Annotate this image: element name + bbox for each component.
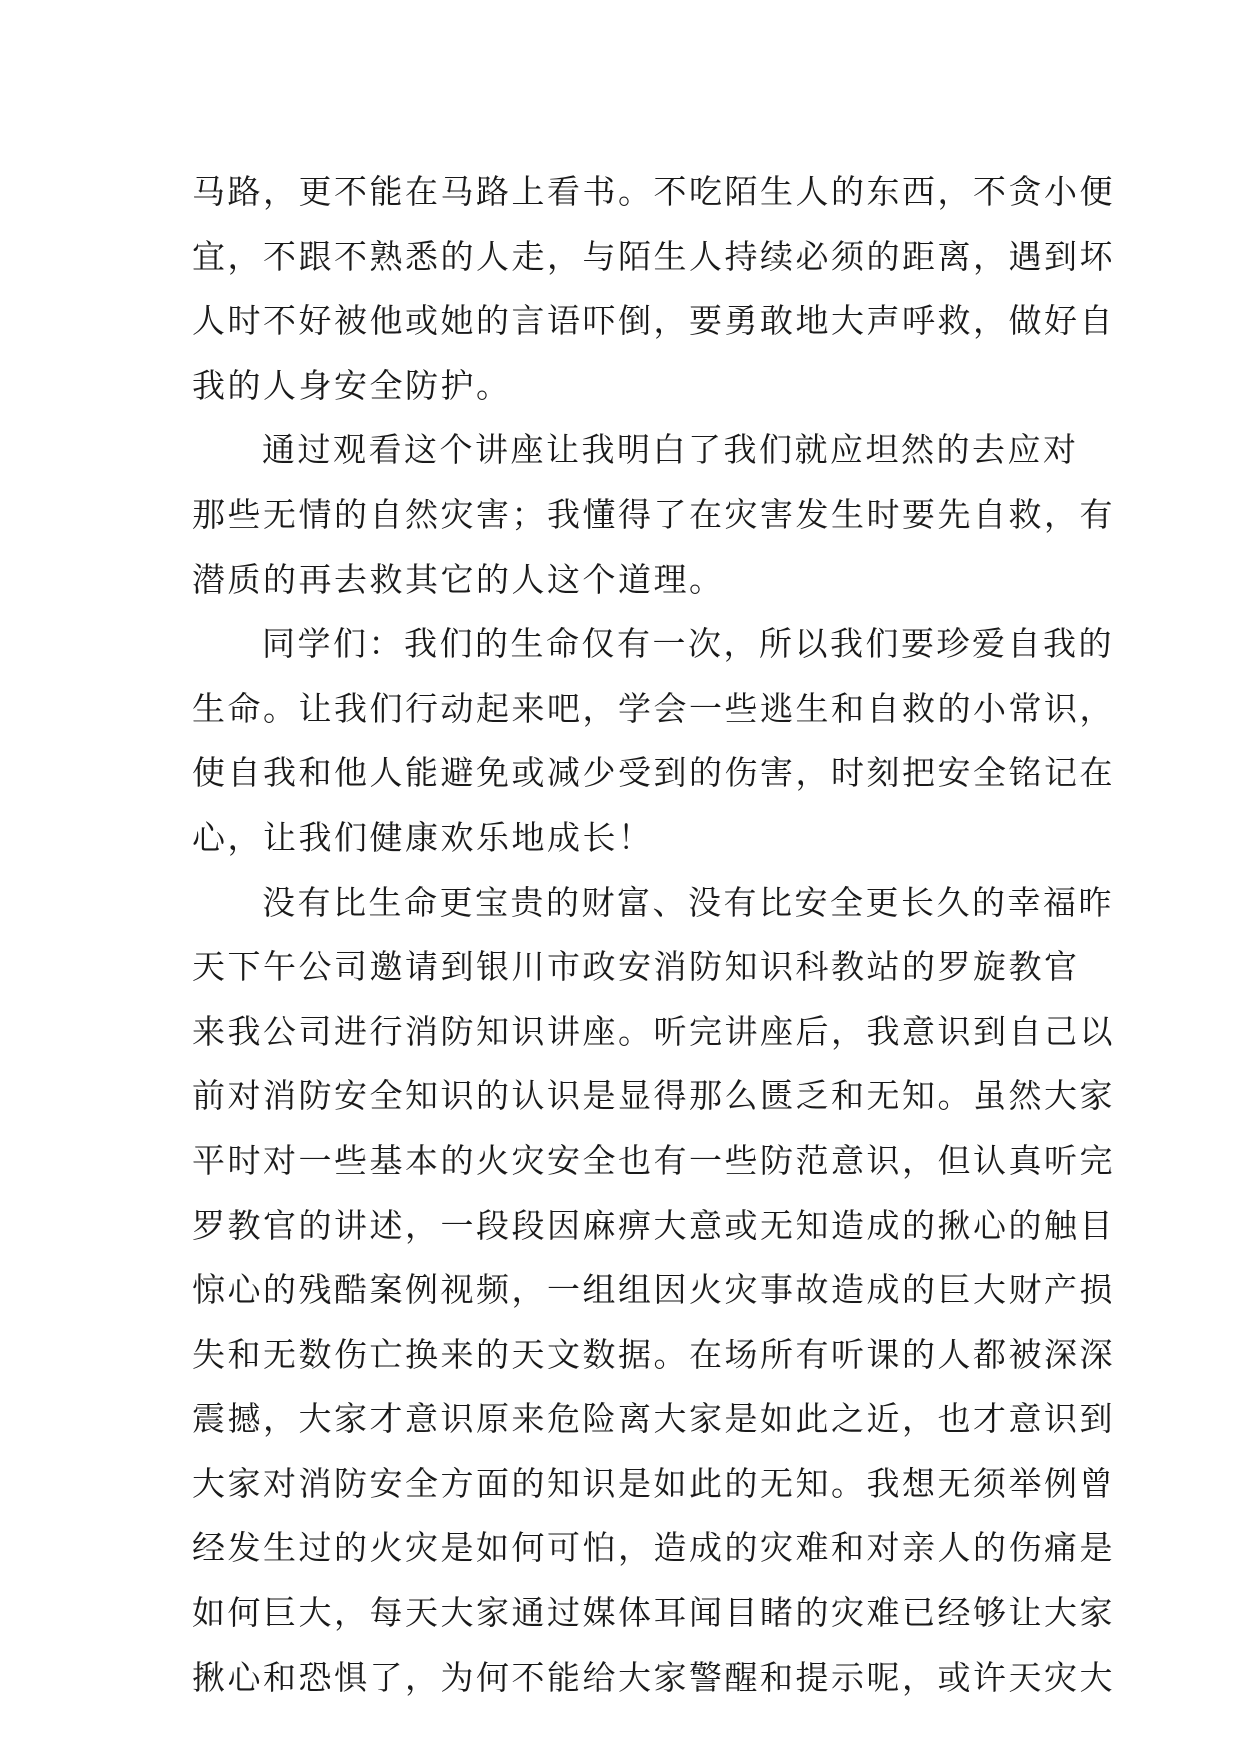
text-line: 我的人身安全防护。 — [192, 365, 512, 405]
text-line: 大家对消防安全方面的知识是如此的无知。我想无须举例曾 — [192, 1463, 1115, 1503]
text-line: 天下午公司邀请到银川市政安消防知识科教站的罗旋教官 — [192, 947, 1080, 987]
text-line: 潜质的再去救其它的人这个道理。 — [192, 559, 725, 599]
text-line: 经发生过的火灾是如何可怕，造成的灾难和对亲人的伤痛是 — [192, 1528, 1115, 1568]
text-line: 人时不好被他或她的言语吓倒，要勇敢地大声呼救，做好自 — [192, 301, 1115, 341]
text-line: 通过观看这个讲座让我明白了我们就应坦然的去应对 — [262, 430, 1079, 470]
text-line: 前对消防安全知识的认识是显得那么匮乏和无知。虽然大家 — [192, 1076, 1115, 1116]
text-line: 没有比生命更宝贵的财富、没有比安全更长久的幸福昨 — [262, 882, 1114, 922]
text-line: 生命。让我们行动起来吧，学会一些逃生和自救的小常识， — [192, 688, 1115, 728]
text-line: 平时对一些基本的火灾安全也有一些防范意识，但认真听完 — [192, 1140, 1115, 1180]
text-line: 揪心和恐惧了，为何不能给大家警醒和提示呢，或许天灾大 — [192, 1657, 1115, 1697]
body-text — [192, 160, 1115, 1710]
text-line: 马路，更不能在马路上看书。不吃陌生人的东西，不贪小便 — [192, 172, 1115, 211]
text-line: 如何巨大，每天大家通过媒体耳闻目睹的灾难已经够让大家 — [192, 1593, 1115, 1633]
text-line: 惊心的残酷案例视频，一组组因火灾事故造成的巨大财产损 — [192, 1270, 1115, 1310]
text-line: 同学们：我们的生命仅有一次，所以我们要珍爱自我的 — [262, 624, 1114, 664]
text-line: 那些无情的自然灾害；我懂得了在灾害发生时要先自救，有 — [192, 494, 1115, 534]
text-line: 来我公司进行消防知识讲座。听完讲座后，我意识到自己以 — [192, 1011, 1115, 1051]
text-line: 罗教官的讲述，一段段因麻痹大意或无知造成的揪心的触目 — [192, 1205, 1115, 1245]
text-line: 使自我和他人能避免或减少受到的伤害，时刻把安全铭记在 — [192, 753, 1115, 793]
text-line: 心，让我们健康欢乐地成长！ — [192, 817, 654, 857]
text-line: 震撼，大家才意识原来危险离大家是如此之近，也才意识到 — [192, 1399, 1115, 1439]
text-line: 失和无数伤亡换来的天文数据。在场所有听课的人都被深深 — [192, 1334, 1115, 1374]
text-line: 宜，不跟不熟悉的人走，与陌生人持续必须的距离，遇到坏 — [192, 236, 1115, 276]
